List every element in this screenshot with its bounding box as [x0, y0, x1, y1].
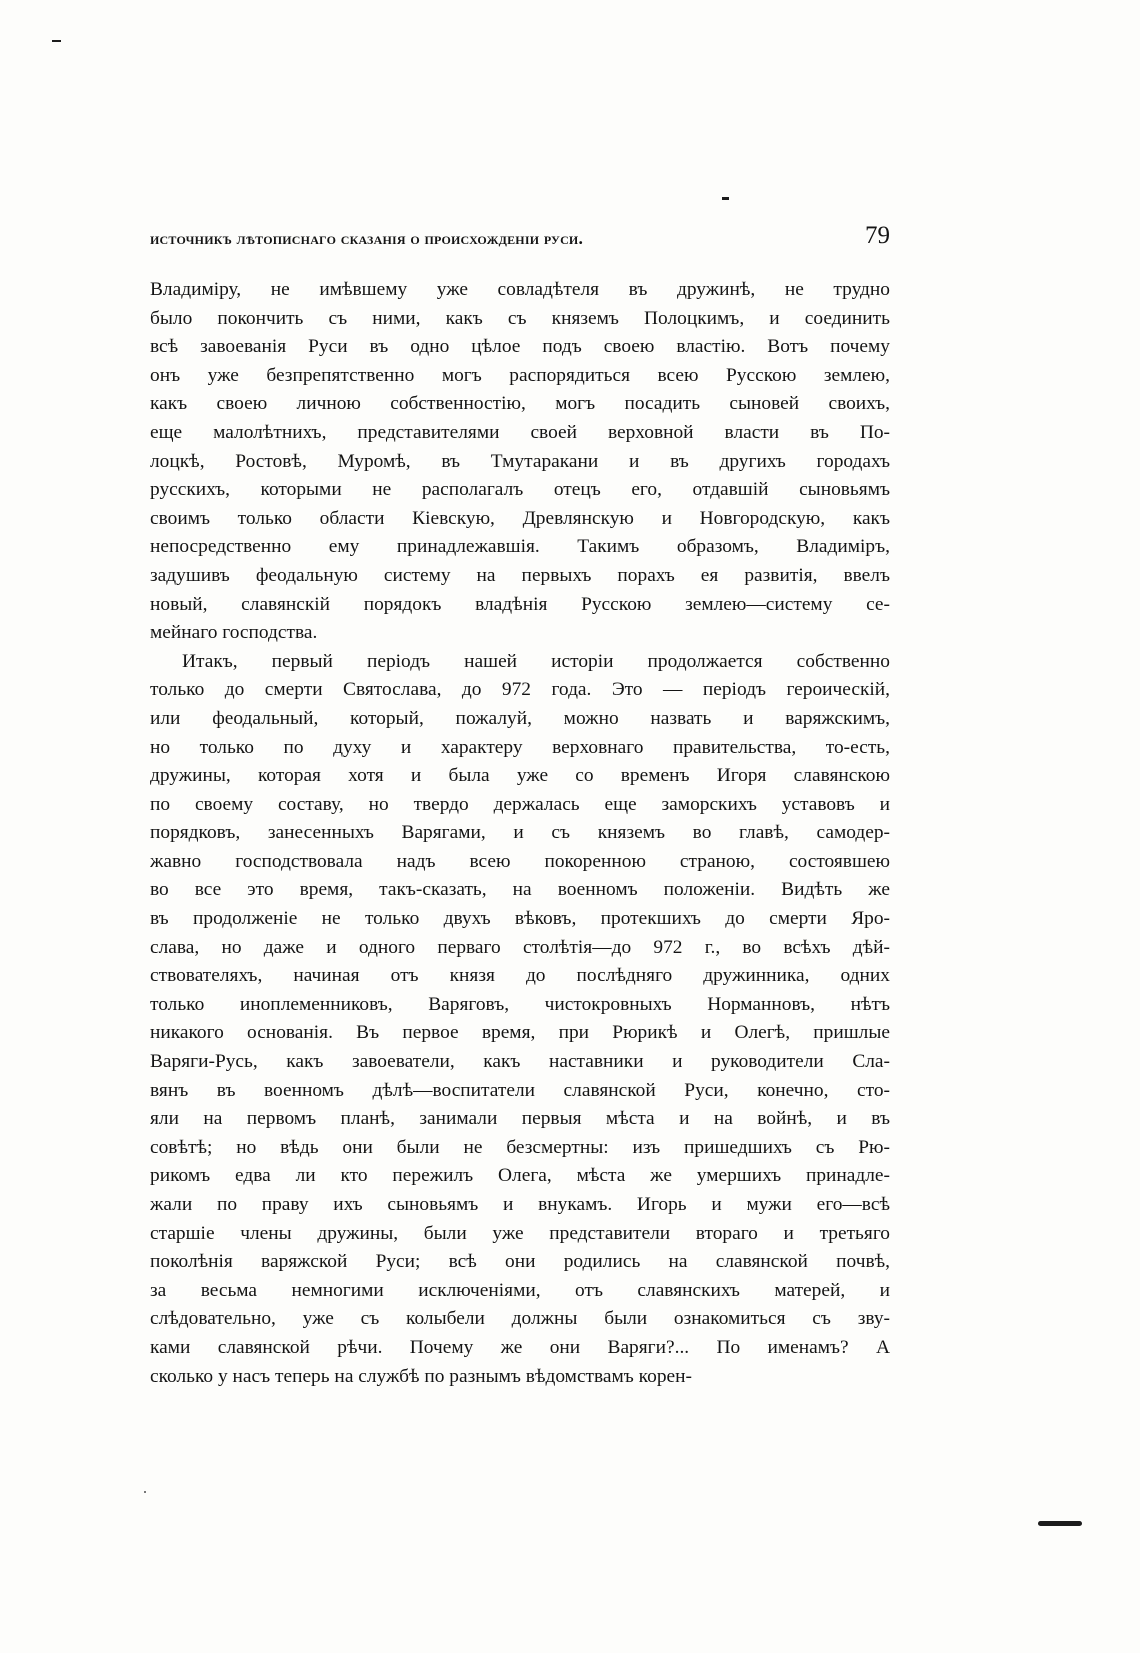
- text-line: русскихъ, которыми не располагалъ отецъ его, отдавшій сыновьямъ: [150, 479, 890, 501]
- text-line: Итакъ, первый періодъ нашей исторіи продолжается собственно: [182, 650, 890, 672]
- text-line: за весьма немногими исключеніями, отъ славянскихъ матерей, и: [150, 1279, 890, 1301]
- text-line: ствователяхъ, начиная отъ князя до послѣдняго дружинника, одних: [150, 965, 890, 987]
- text-line: еще малолѣтнихъ, представителями своей верховной власти въ По-: [150, 421, 890, 443]
- running-title: источникъ лѣтописнаго сказанія о происхожденіи руси.: [150, 228, 584, 248]
- text-line: слава, но даже и одного перваго столѣтія—до 972 г., во всѣхъ дѣй-: [150, 936, 890, 958]
- text-line: яли на первомъ планѣ, занимали первыя мѣста и на войнѣ, и въ: [150, 1108, 890, 1130]
- text-line: совѣтѣ; но вѣдь они были не безсмертны: изъ пришедшихъ съ Рю-: [150, 1136, 890, 1158]
- scan-artifact-dot: [144, 1491, 146, 1493]
- text-line: во все это время, такъ-сказать, на военномъ положеніи. Видѣть же: [150, 879, 890, 901]
- text-line: поколѣнія варяжской Руси; всѣ они родились на славянской почвѣ,: [150, 1251, 890, 1273]
- text-line: въ продолженіе не только двухъ вѣковъ, протекшихъ до смерти Яро-: [150, 908, 890, 930]
- text-line: своимъ только области Кіевскую, Древлянскую и Новгородскую, какъ: [150, 507, 890, 529]
- running-head: [150, 224, 890, 254]
- text-line: слѣдовательно, уже съ колыбели должны были ознакомиться съ зву-: [150, 1308, 890, 1330]
- text-line: всѣ завоеванія Руси въ одно цѣлое подъ своею властію. Вотъ почему: [150, 336, 890, 358]
- scan-artifact-bar: [1038, 1521, 1082, 1526]
- scan-artifact-mark: [52, 40, 61, 42]
- text-line: онъ уже безпрепятственно могъ распорядиться всею Русскою землею,: [150, 364, 890, 386]
- scan-artifact-mark: [722, 197, 729, 200]
- text-line: было покончить съ ними, какъ съ княземъ Полоцкимъ, и соединить: [150, 307, 890, 329]
- body-text: [150, 276, 890, 1391]
- text-line: только иноплеменниковъ, Варяговъ, чистокровныхъ Норманновъ, нѣтъ: [150, 993, 890, 1015]
- text-line: вянъ въ военномъ дѣлѣ—воспитатели славянской Руси, конечно, сто-: [150, 1079, 890, 1101]
- text-line: задушивъ феодальную систему на первыхъ порахъ ея развитія, ввелъ: [150, 564, 890, 586]
- text-line: жали по праву ихъ сыновьямъ и внукамъ. Игорь и мужи его—всѣ: [150, 1194, 890, 1215]
- text-line: жавно господствовала надъ всею покоренною страною, состоявшею: [150, 850, 890, 872]
- text-line: только до смерти Святослава, до 972 года. Это — періодъ героическій,: [150, 679, 890, 701]
- text-line: рикомъ едва ли кто пережилъ Олега, мѣста же умершихъ принадле-: [150, 1165, 890, 1187]
- text-line: какъ своею личною собственностію, могъ посадить сыновей своихъ,: [150, 393, 890, 415]
- paragraph-2: [150, 648, 890, 1391]
- text-line: сколько у насъ теперь на службѣ по разнымъ вѣдомствамъ корен-: [150, 1365, 692, 1387]
- text-line: никакого основанія. Въ первое время, при Рюрикѣ и Олегѣ, пришлые: [150, 1022, 890, 1044]
- text-line: старшіе члены дружины, были уже представители втораго и третьяго: [150, 1222, 890, 1244]
- text-line: новый, славянскій порядокъ владѣнія Русскою землею—систему се-: [150, 593, 890, 615]
- text-line: Владиміру, не имѣвшему уже совладѣтеля въ дружинѣ, не трудно: [150, 279, 890, 300]
- text-line: мейнаго господства.: [150, 622, 318, 644]
- text-line: Варяги-Русь, какъ завоеватели, какъ наставники и руководители Сла-: [150, 1051, 890, 1073]
- text-line: дружины, которая хотя и была уже со временъ Игоря славянскою: [150, 765, 890, 787]
- text-line: или феодальный, который, пожалуй, можно назвать и варяжскимъ,: [150, 707, 890, 729]
- text-line: непосредственно ему принадлежавшія. Такимъ образомъ, Владиміръ,: [150, 536, 890, 558]
- text-line: но только по духу и характеру верховнаго правительства, то-есть,: [150, 736, 890, 758]
- text-line: по своему составу, но твердо держалась еще заморскихъ уставовъ и: [150, 793, 890, 815]
- page-number: 79: [865, 222, 890, 249]
- paragraph-1: [150, 276, 890, 648]
- text-line: ками славянской рѣчи. Почему же они Варяги?... По именамъ? А: [150, 1336, 890, 1358]
- text-line: порядковъ, занесенныхъ Варягами, и съ княземъ во главѣ, самодер-: [150, 822, 890, 844]
- text-line: лоцкѣ, Ростовѣ, Муромѣ, въ Тмутаракани и въ другихъ городахъ: [150, 450, 890, 472]
